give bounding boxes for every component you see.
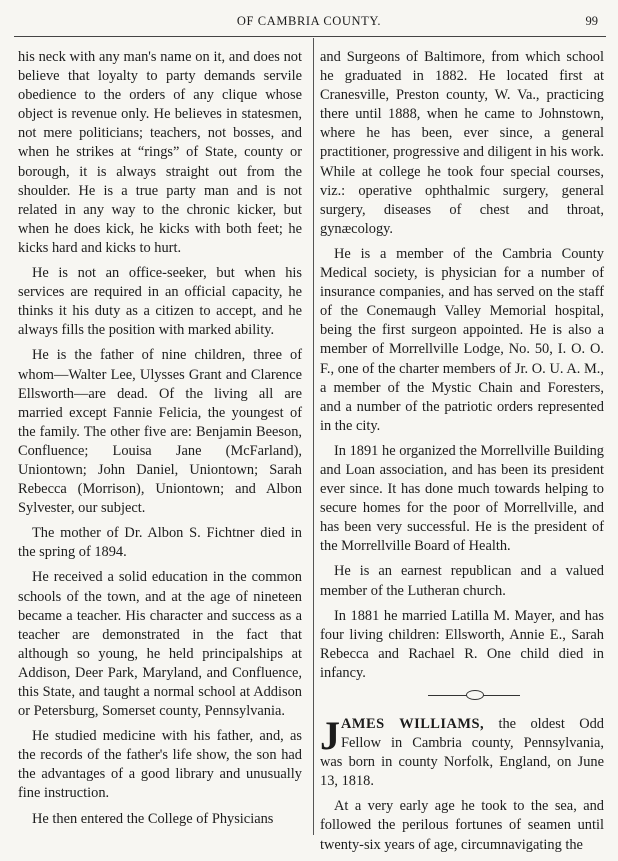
paragraph: his neck with any man's name on it, and does not believe that loyalty to party demands servile obedience to the orders of any clique whose object is revenue only. He believes in statesmen, not mere politicians; teachers, not bosses, and when he strikes at “rings” of State, county or borough, it is always straight out from the shoulder. He is a true party man and is not related in any way to the chronic kicker, but when he does kick, he kicks with both feet; he kicks hard and kicks to hurt. [18,49,302,256]
entry-text: the oldest Odd Fellow in Cambria county, Pennsylvania, was born in county Norfolk, England, on June 13, 1818. [320,716,604,790]
entry-name: AMES WILLIAMS, [341,716,485,732]
paragraph: He is an earnest republican and a valued member of the Lutheran church. [320,563,604,599]
page-header [0,14,618,34]
column-divider [313,38,314,835]
paragraph: He then entered the College of Physicians [32,810,274,827]
left-column [18,48,302,835]
paragraph: He is the father of nine children, three of whom—Walter Lee, Ulysses Grant and Clarence Ellsworth—are dead. Of the living all are married except Fannie Felicia, the youngest of the family. The other five are: Benjamin Beeson, Confluence; Louisa Jane (McFarland), Uniontown; John Daniel, Uniontown; Sarah Rebecca (Morrison), Uniontown; and Albon Sylvester, our subject. [18,347,302,517]
section-divider-ornament [320,689,604,703]
right-column [320,48,604,861]
paragraph: In 1891 he organized the Morrellville Building and Loan association, and has been its president ever since. It has done much towards helping to secure homes for the poor of Morrellville, and has been very successful. He is the president of the Morrellville Board of Health. [320,442,604,555]
paragraph: He is not an office-seeker, but when his services are required in an official capacity, he thinks it his duty as a citizen to accept, and he always fills the position with marked ability. [18,265,302,339]
paragraph: He is a member of the Cambria County Medical society, is physician for a number of insurance companies, and has served on the staff of the Conemaugh Valley Memorial hospital, being the first surgeon appointed. He is also a member of Morrellville Lodge, No. 50, I. O. O. F., one of the charter members of Jr. O. U. A. M., a member of the Mystic Chain and Foresters, and a number of the patriotic orders represented in the city. [320,245,604,434]
running-head: OF CAMBRIA COUNTY. [236,14,382,28]
paragraph: He received a solid education in the common schools of the town, and at the age of nineteen became a teacher. His character and success as a teacher are demonstrated in the fact that although so young, he held principalships at Addison, Deer Park, Maryland, and Confluence, this State, and taught a normal school at Addison or Petersburg, Somerset county, Pennsylvania. [18,569,302,720]
paragraph: At a very early age he took to the sea, and followed the perilous fortunes of seamen until twenty-six years of age, circumnavigating the [320,798,604,853]
paragraph: The mother of Dr. Albon S. Fichtner died in the spring of 1894. [18,525,302,561]
paragraph: and Surgeons of Baltimore, from which school he graduated in 1882. He located first at Cranesville, Preston county, W. Va., practicing there until 1888, when he came to Johnstown, where he has been, ever since, a general practitioner, progressive and diligent in his work. While at college he took four special courses, viz.: operative ophthalmic surgery, general surgery, diseases of chest and throat, gynæcology. [320,49,604,237]
page-number: 99 [585,14,598,28]
biography-entry [320,715,604,791]
paragraph: In 1881 he married Latilla M. Mayer, and has four living children: Ellsworth, Annie E., Sarah Rebecca and Rachael R. One child died in infancy. [320,607,604,681]
drop-cap: J [320,713,340,758]
paragraph: He studied medicine with his father, and, as the records of the father's life show, the son had the advantages of a good library and unusually fine instruction. [18,728,302,802]
header-rule [14,36,606,37]
